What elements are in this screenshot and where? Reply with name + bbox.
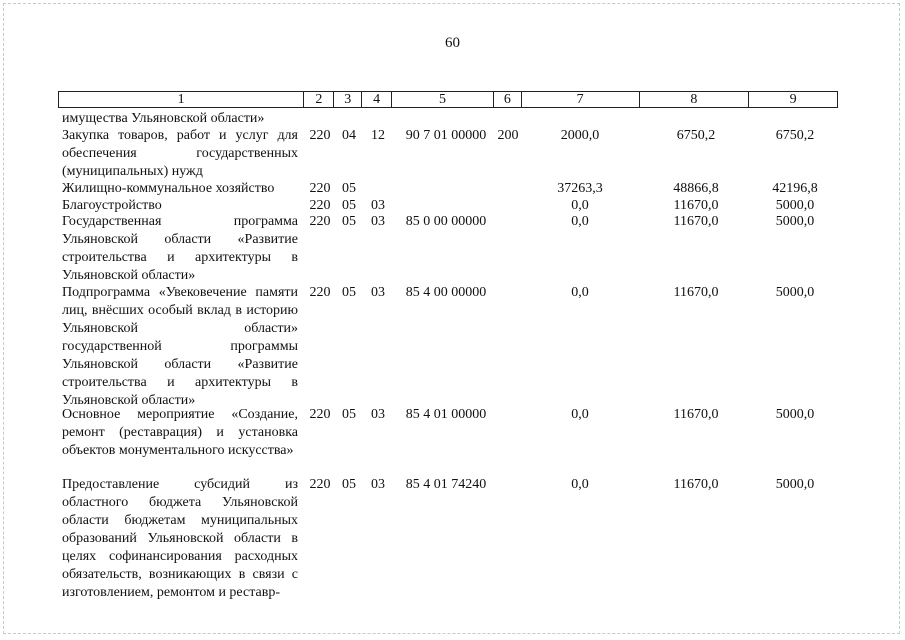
row-col-2: 220 bbox=[309, 477, 331, 492]
table-header bbox=[58, 91, 838, 108]
row-col-2: 220 bbox=[309, 407, 331, 422]
row-col-9: 5000,0 bbox=[775, 285, 815, 300]
row-col-6: 200 bbox=[497, 128, 519, 143]
row-col-8: 11670,0 bbox=[673, 198, 719, 213]
row-col-3: 05 bbox=[342, 285, 356, 300]
header-cell-6: 6 bbox=[494, 92, 522, 107]
row-name: Благоустройство bbox=[62, 198, 162, 213]
row-col-2: 220 bbox=[309, 285, 331, 300]
row-col-5: 90 7 01 00000 bbox=[405, 128, 487, 143]
row-col-7: 37263,3 bbox=[557, 181, 603, 196]
header-cell-3: 3 bbox=[334, 92, 362, 107]
header-cell-9: 9 bbox=[789, 92, 797, 107]
row-col-3: 05 bbox=[342, 181, 356, 196]
row-col-7: 0,0 bbox=[571, 285, 589, 300]
row-col-8: 11670,0 bbox=[673, 477, 719, 492]
row-col-2: 220 bbox=[309, 128, 331, 143]
row-col-7: 0,0 bbox=[571, 407, 589, 422]
header-cell-1: 1 bbox=[59, 92, 304, 107]
row-col-4: 03 bbox=[371, 477, 385, 492]
row-col-9: 5000,0 bbox=[775, 214, 815, 229]
page-number: 60 bbox=[445, 35, 460, 51]
row-name: имущества Ульяновской области» bbox=[62, 111, 265, 126]
header-cell-5: 5 bbox=[392, 92, 494, 107]
row-col-5: 85 4 01 74240 bbox=[405, 477, 487, 492]
row-col-4: 03 bbox=[371, 214, 385, 229]
row-col-7: 0,0 bbox=[571, 198, 589, 213]
row-col-8: 11670,0 bbox=[673, 285, 719, 300]
row-col-2: 220 bbox=[309, 198, 331, 213]
row-col-7: 2000,0 bbox=[560, 128, 600, 143]
row-col-3: 04 bbox=[342, 128, 356, 143]
row-col-3: 05 bbox=[342, 198, 356, 213]
row-col-9: 5000,0 bbox=[775, 477, 815, 492]
row-col-8: 11670,0 bbox=[673, 214, 719, 229]
row-col-9: 6750,2 bbox=[775, 128, 815, 143]
row-col-9: 42196,8 bbox=[772, 181, 818, 196]
row-col-5: 85 4 01 00000 bbox=[405, 407, 487, 422]
row-col-4: 03 bbox=[371, 285, 385, 300]
row-col-8: 11670,0 bbox=[673, 407, 719, 422]
row-col-2: 220 bbox=[309, 181, 331, 196]
row-col-3: 05 bbox=[342, 477, 356, 492]
row-col-8: 48866,8 bbox=[673, 181, 719, 196]
row-col-4: 12 bbox=[371, 128, 385, 143]
header-cell-2: 2 bbox=[304, 92, 334, 107]
row-col-5: 85 0 00 00000 bbox=[405, 214, 487, 229]
row-col-4: 03 bbox=[371, 198, 385, 213]
row-name: Закупка товаров, работ и услуг для обеспечения государственных (муниципальных) нужд bbox=[62, 128, 298, 179]
row-col-4: 03 bbox=[371, 407, 385, 422]
row-name: Основное мероприятие «Создание, ремонт (реставрация) и установка объектов монументального искусства» bbox=[62, 407, 298, 458]
header-cell-7: 7 bbox=[522, 92, 640, 107]
row-col-8: 6750,2 bbox=[676, 128, 716, 143]
row-col-7: 0,0 bbox=[571, 477, 589, 492]
row-col-5: 85 4 00 00000 bbox=[405, 285, 487, 300]
row-name: Жилищно-коммунальное хозяйство bbox=[62, 181, 275, 196]
row-col-3: 05 bbox=[342, 214, 356, 229]
row-col-3: 05 bbox=[342, 407, 356, 422]
row-col-7: 0,0 bbox=[571, 214, 589, 229]
row-col-9: 5000,0 bbox=[775, 198, 815, 213]
row-name: Государственная программа Ульяновской области «Развитие строительства и архитектуры в Ульяновской области» bbox=[62, 214, 298, 283]
header-cell-8: 8 bbox=[640, 92, 750, 107]
row-name: Предоставление субсидий из областного бюджета Ульяновской области бюджетам муниципальных образований Ульяновской области в целях софинансирования расходных обязательств, возникающих в связи с изготовлением, ремонтом и реставр- bbox=[62, 477, 298, 600]
row-name: Подпрограмма «Увековечение памяти лиц, внёсших особый вклад в историю Ульяновской области» государственной программы Ульяновской области «Развитие строительства и архитектуры в Ульяновской области» bbox=[62, 285, 298, 408]
row-col-2: 220 bbox=[309, 214, 331, 229]
header-cell-4: 4 bbox=[362, 92, 392, 107]
row-col-9: 5000,0 bbox=[775, 407, 815, 422]
